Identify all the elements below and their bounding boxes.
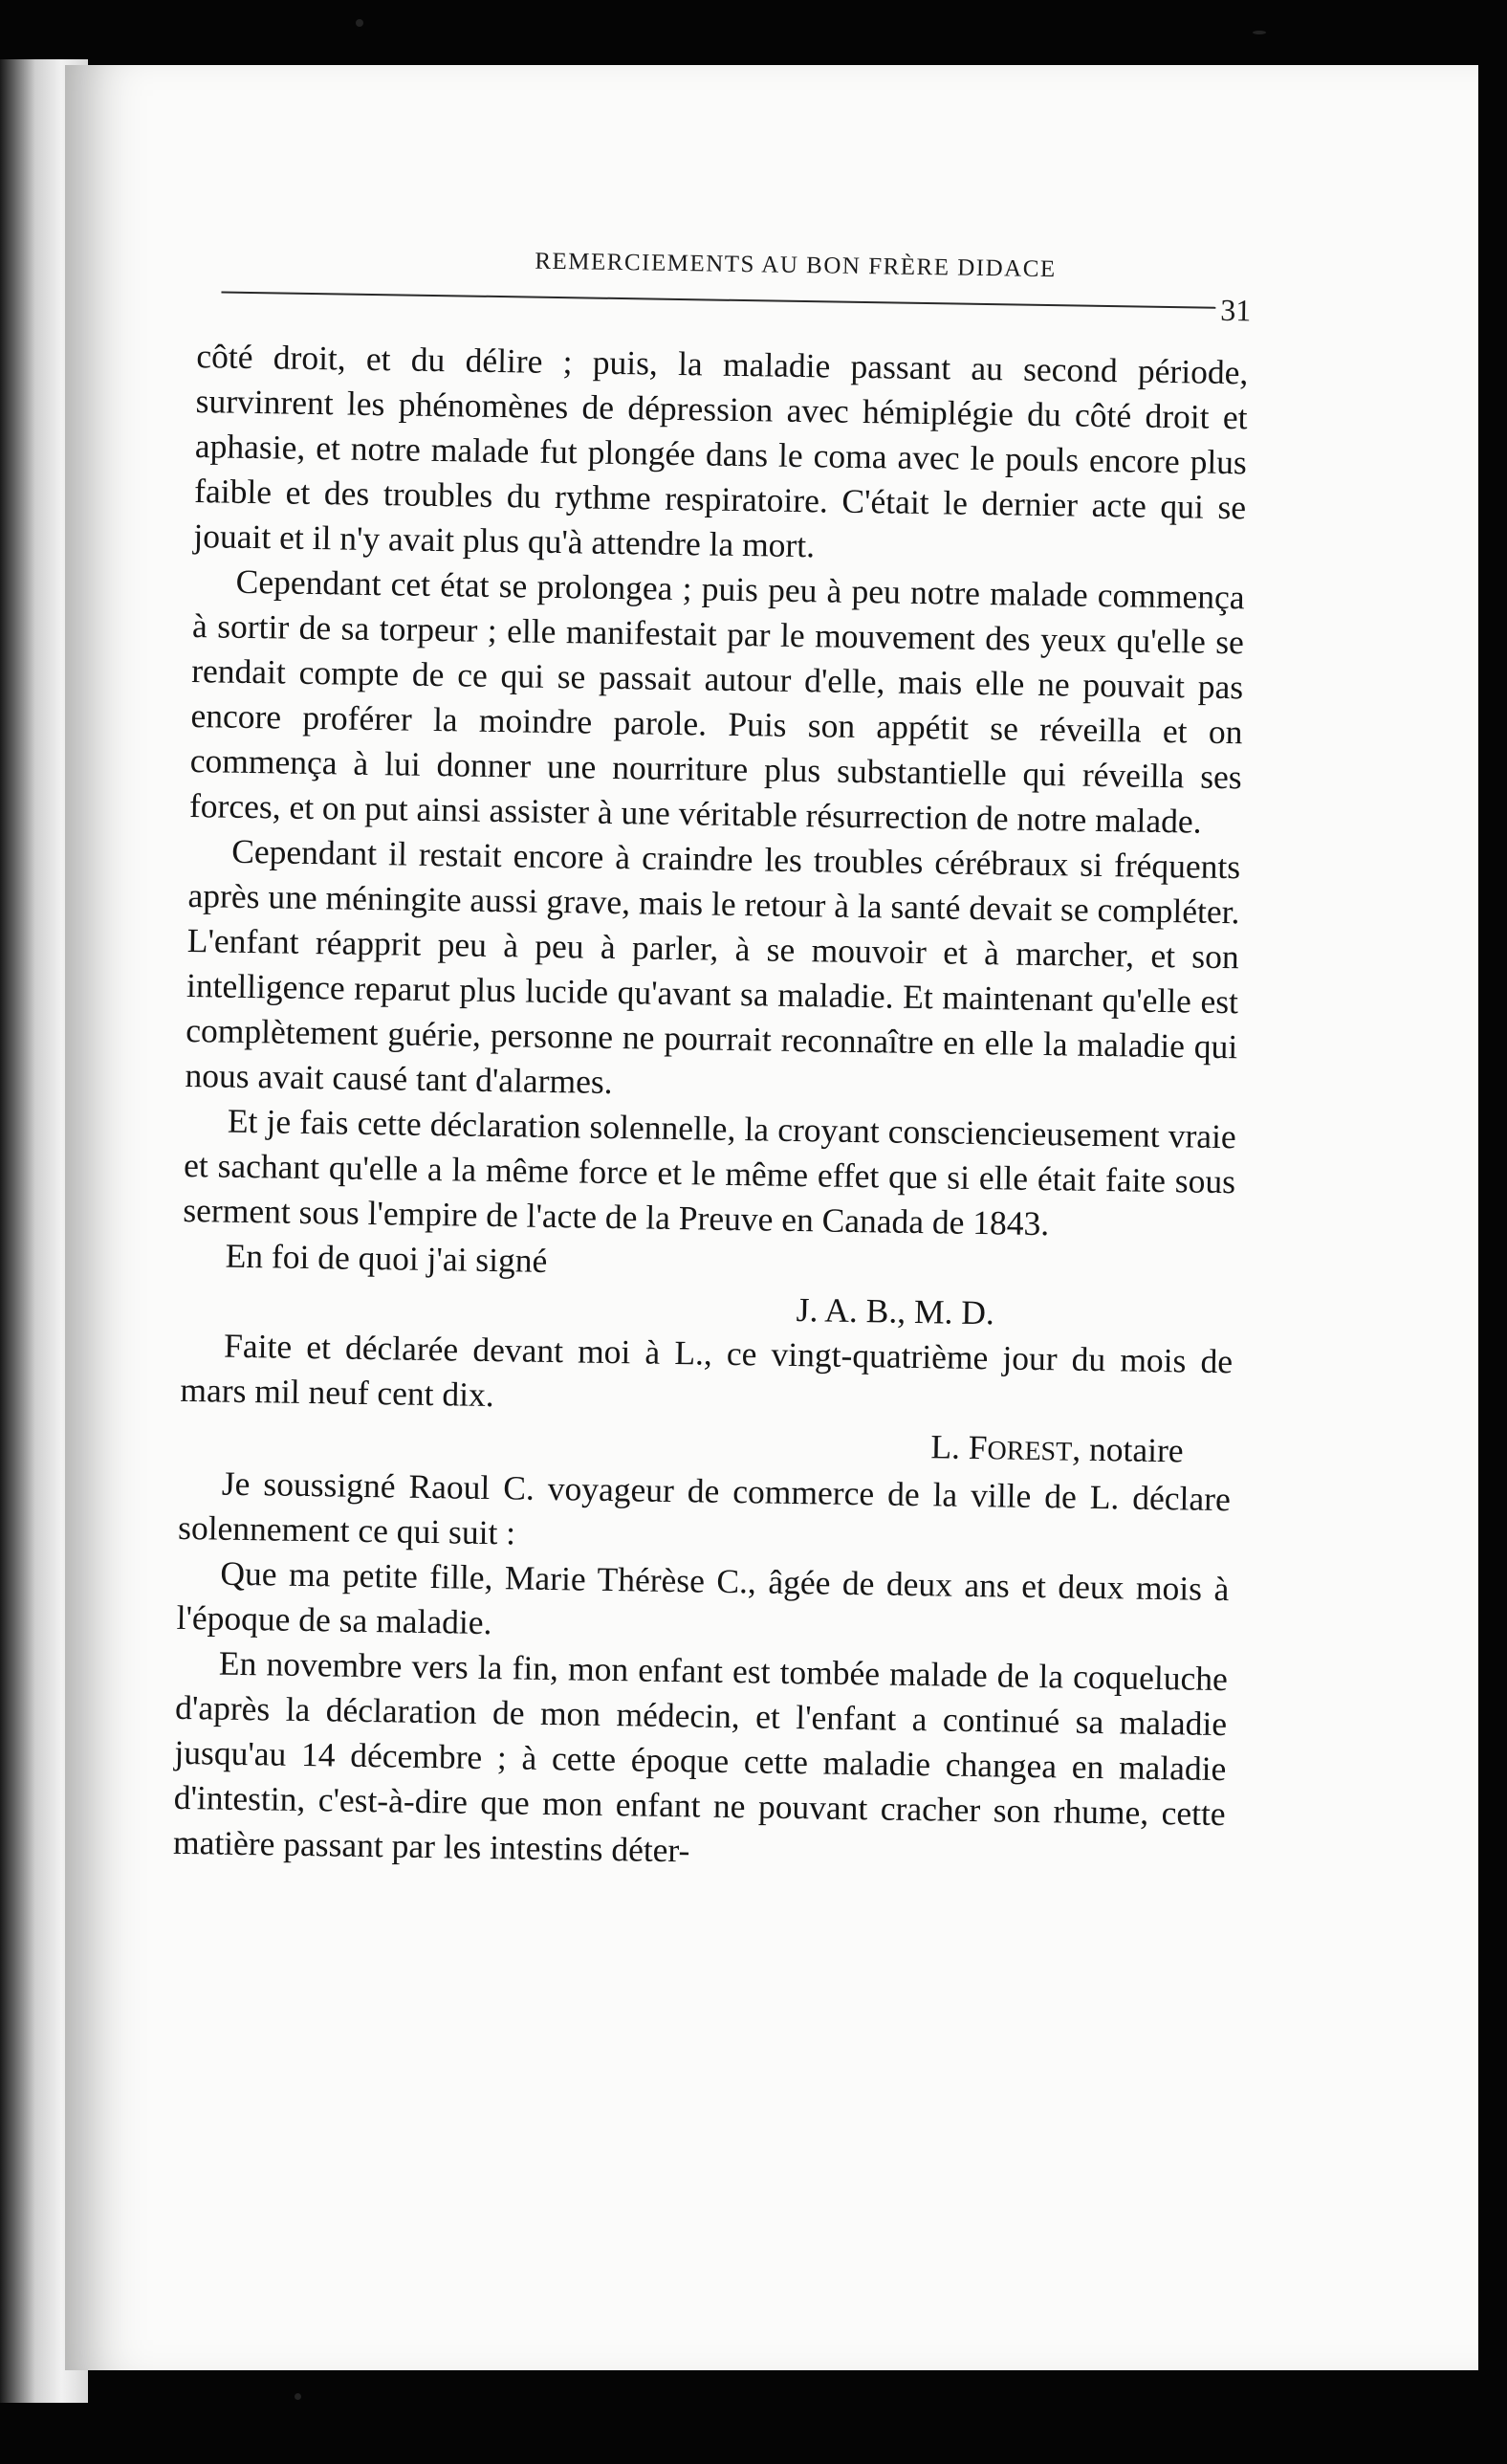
body-text [173, 334, 1249, 1881]
dust-speck [356, 19, 363, 27]
paragraph: Cependant il restait encore à craindre les troubles cérébraux si fréquents après une méningite aussi grave, mais le retour à la santé devait se compléter. L'enfant réapprit peu à peu à parler, à se mouvoir et à marcher, et son intelligence reparut plus lucide qu'avant sa maladie. Et maintenant qu'elle est complètement guérie, personne ne pourrait reconnaître en elle la maladie qui nous avait causé tant d'alarmes. [185, 831, 1241, 1101]
paragraph: Je soussigné Raoul C. voyageur de commerce de la ville de L. déclare solennement ce qui suit : [177, 1463, 1232, 1552]
notary-name-rest: OREST [987, 1436, 1073, 1467]
page-number: 31 [1220, 292, 1252, 328]
header-rule [221, 291, 1215, 308]
notary-initial: L. [930, 1427, 961, 1466]
paragraph: Et je fais cette déclaration solennelle, la croyant consciencieusement vraie et sachant qu'elle a la même force et le même effet que si elle était faite sous serment sous l'empire de l'acte de la Preuve en Canada de 1843. [183, 1101, 1237, 1243]
paragraph: En novembre vers la fin, mon enfant est tombée malade de la coqueluche d'après la déclaration de mon médecin, et l'enfant a continué sa maladie jusqu'au 14 décembre ; à cette époque cette maladie changea en maladie d'intestin, c'est-à-dire que mon enfant ne pouvant cracher son rhume, cette matière passant par les intestins déter- [172, 1643, 1229, 1870]
paragraph: côté droit, et du délire ; puis, la maladie passant au second période, survinrent les phénomènes de dépression avec hémiplégie du côté droit et aphasie, et notre malade fut plongée dans le coma avec le pouls encore plus faible et des troubles du rythme respiratoire. C'était le dernier acte qui se jouait et il n'y avait plus qu'à attendre la mort. [193, 337, 1249, 565]
running-title: REMERCIEMENTS AU BON FRÈRE DIDACE [535, 248, 1057, 283]
paragraph: En foi de quoi j'ai signé [225, 1236, 548, 1280]
notary-name-first: F [968, 1427, 988, 1467]
dust-speck [295, 2393, 301, 2400]
notary-title: , notaire [1071, 1429, 1184, 1470]
paragraph: Que ma petite fille, Marie Thérèse C., âgée de deux ans et deux mois à l'époque de sa maladie. [176, 1553, 1230, 1642]
dust-speck [1253, 31, 1266, 34]
page-content [46, 55, 1496, 2382]
notarial-declaration: Faite et déclarée devant moi à L., ce vingt-quatrième jour du mois de mars mil neuf cent dix. [180, 1326, 1234, 1415]
paragraph: Cependant cet état se prolongea ; puis peu à peu notre malade commença à sortir de sa torpeur ; elle manifestait par le mouvement des yeux qu'elle se rendait compte de ce qui se passait autour d'elle, mais elle ne pouvait pas encore proférer la moindre parole. Puis son appétit se réveilla et on commença à lui donner une nourriture plus substantielle qui réveilla ses forces, et on put ainsi assister à une véritable résurrection de notre malade. [188, 561, 1245, 841]
doctor-signature: J. A. B., M. D. [796, 1290, 995, 1332]
book-page [65, 65, 1478, 2370]
